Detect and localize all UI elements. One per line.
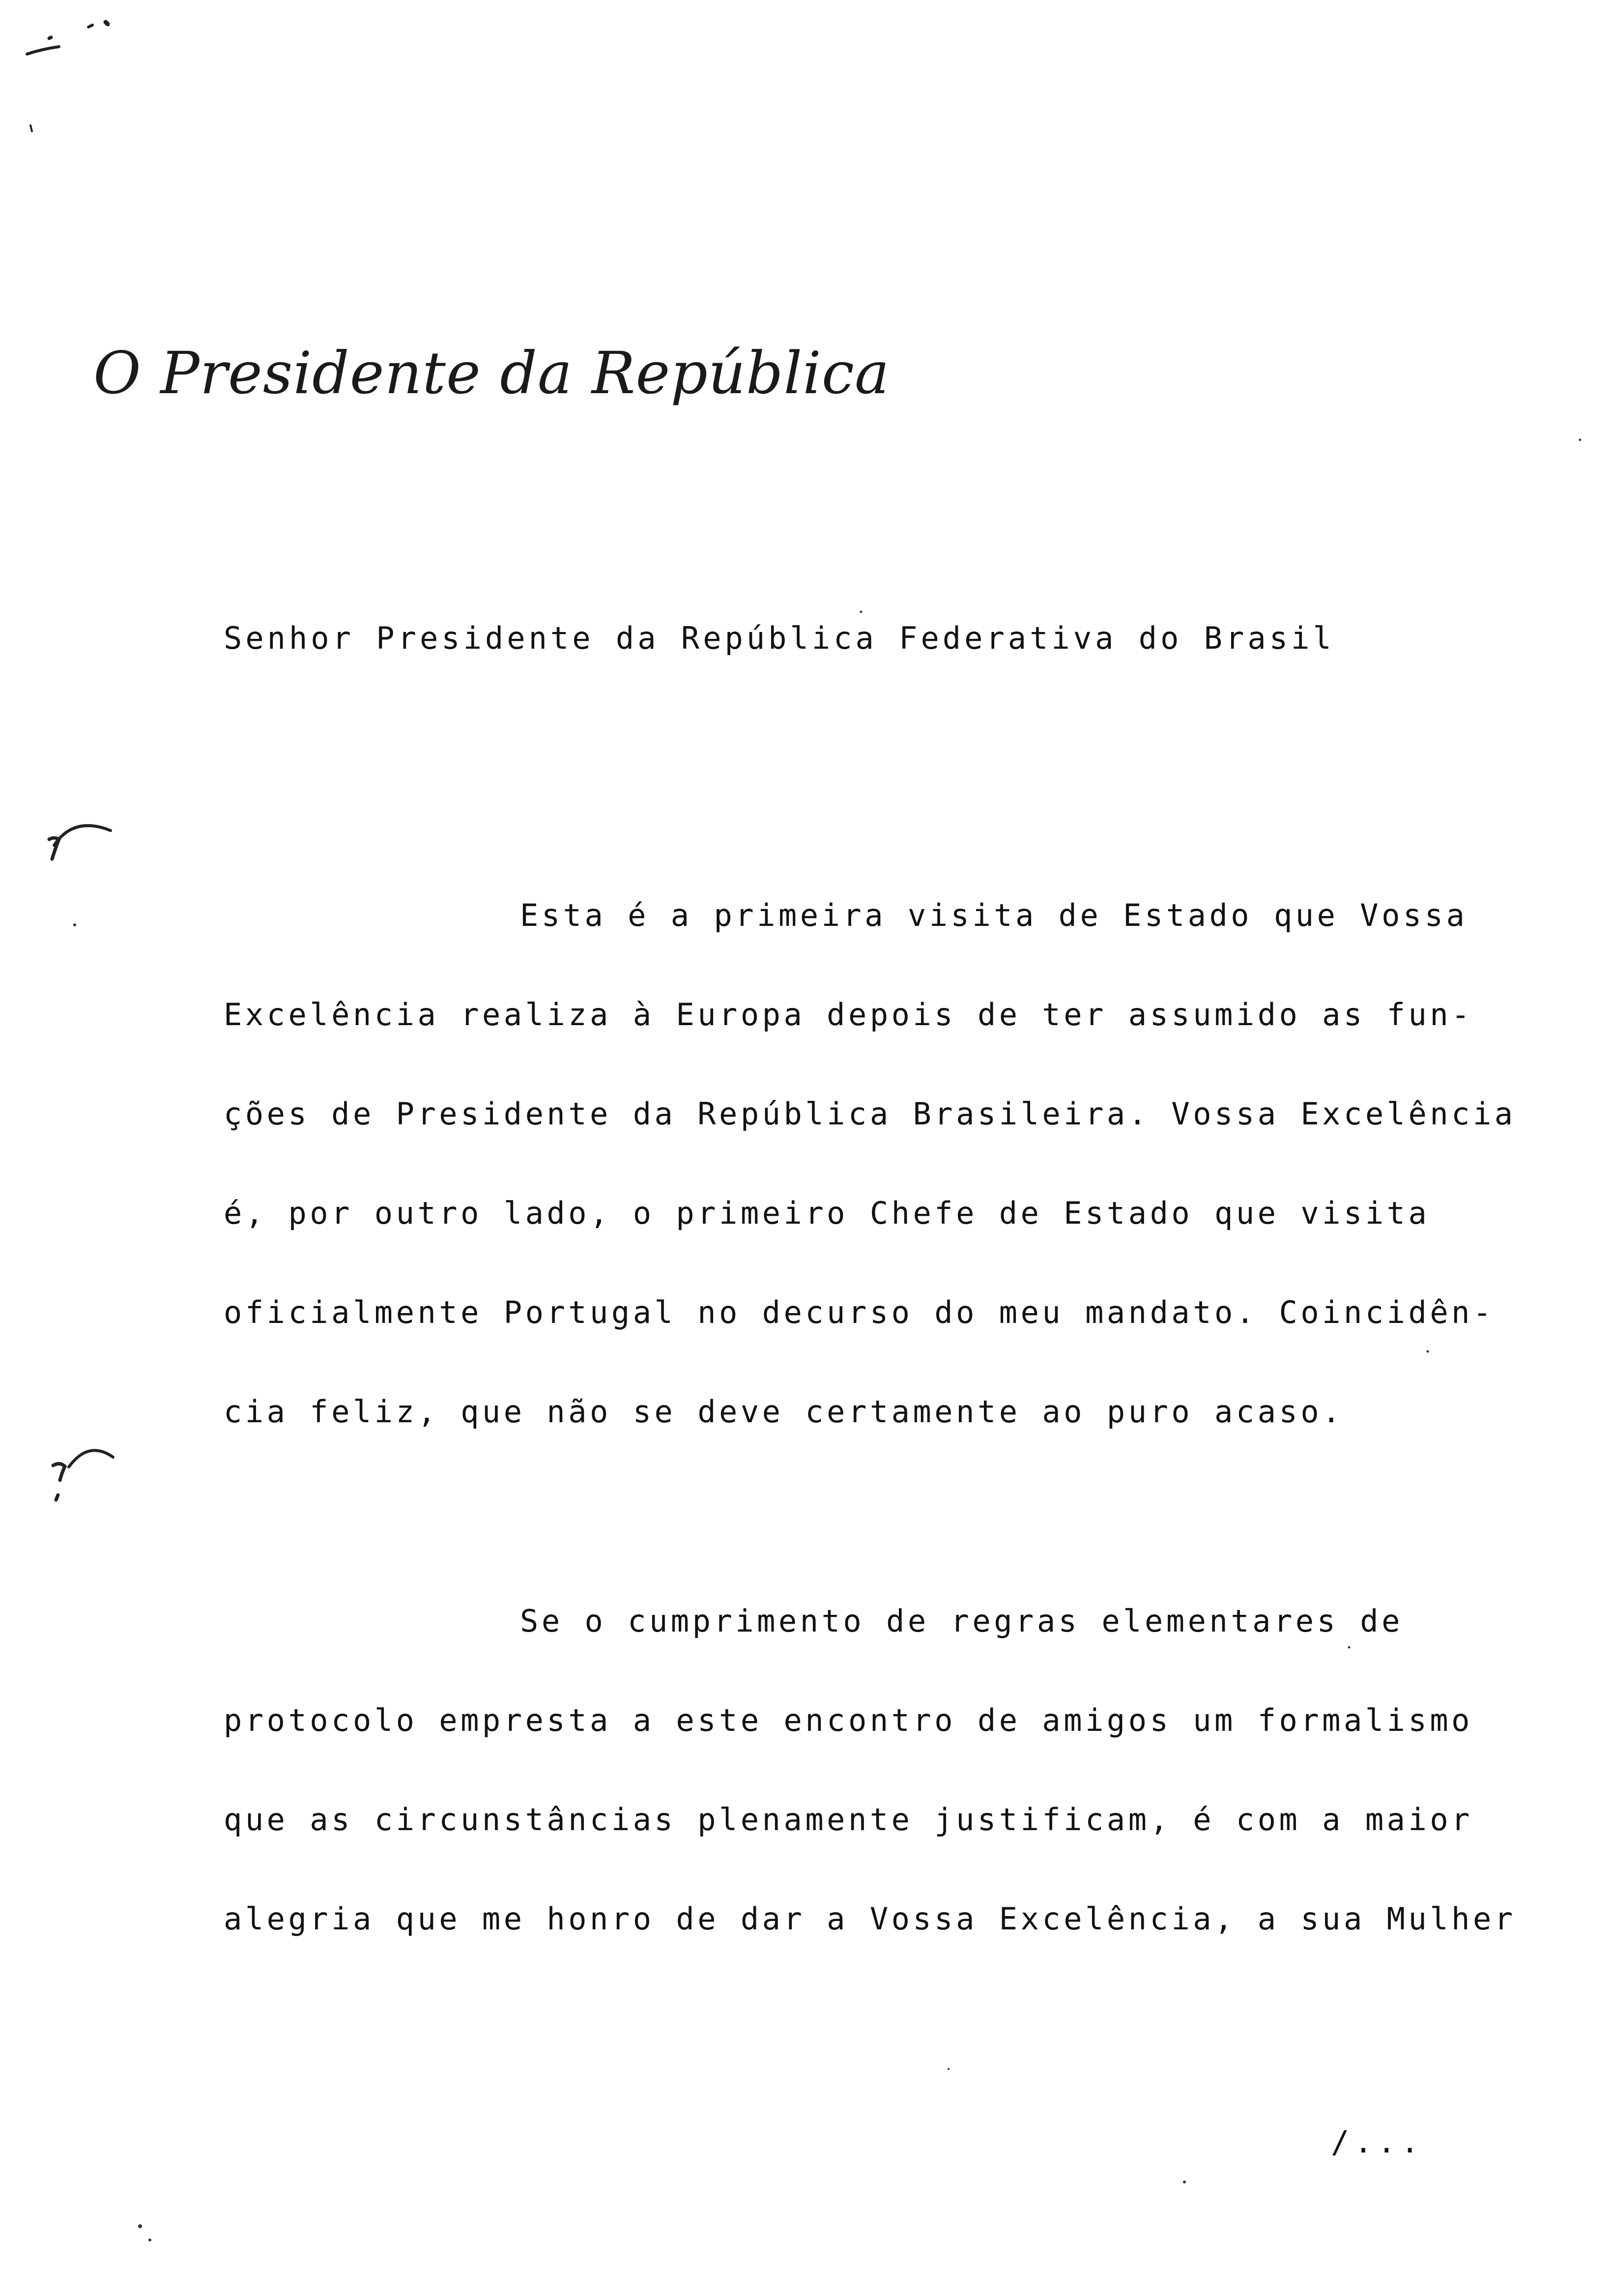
pen-dot-mark-2 (88, 25, 92, 27)
paragraph-1-line-1: Esta é a primeira visita de Estado que Vossa (520, 897, 1468, 933)
paragraph-1-line-5: oficialmente Portugal no decurso do meu mandato. Coincidên- (224, 1294, 1495, 1330)
salutation: Senhor Presidente da República Federativa do Brasil (224, 620, 1335, 656)
margin-check-mark-2 (69, 1450, 113, 1467)
margin-check-mark-1b (49, 838, 59, 859)
speck-4 (1579, 439, 1582, 441)
speck-9 (948, 2068, 950, 2070)
paragraph-2-line-3: que as circunstâncias plenamente justificam, é com a maior (224, 1802, 1473, 1837)
pen-dot-mark (49, 37, 51, 38)
paragraph-1-line-3: ções de Presidente da República Brasileira. Vossa Excelência (224, 1096, 1516, 1132)
speck-5 (1183, 2181, 1186, 2183)
margin-check-mark-2b (53, 1464, 65, 1500)
continuation-mark: /... (1331, 2124, 1424, 2160)
paragraph-1-line-2: Excelência realiza à Europa depois de ter assumido as fun- (224, 997, 1473, 1033)
pen-tick-mark (30, 125, 32, 131)
letterhead-title: O Presidente da República (93, 339, 890, 407)
speck-2 (860, 611, 863, 613)
speck-1 (73, 923, 76, 926)
paragraph-2-line-1: Se o cumprimento de regras elementares de (520, 1603, 1403, 1639)
margin-check-mark-1 (54, 826, 111, 845)
pen-scribble-mark (27, 47, 59, 54)
speck-8 (1427, 1350, 1429, 1353)
speck-6 (138, 2224, 142, 2228)
paragraph-1-line-6: cia feliz, que não se deve certamente ao puro acaso. (224, 1394, 1344, 1430)
paragraph-2-line-2: protocolo empresta a este encontro de amigos um formalismo (224, 1702, 1473, 1738)
speck-3 (1348, 1646, 1351, 1649)
paragraph-2-line-4: alegria que me honro de dar a Vossa Excelência, a sua Mulher (224, 1901, 1516, 1937)
pen-dot-mark-3 (106, 22, 108, 24)
paragraph-1-line-4: é, por outro lado, o primeiro Chefe de Estado que visita (224, 1195, 1430, 1231)
speck-7 (148, 2239, 151, 2241)
